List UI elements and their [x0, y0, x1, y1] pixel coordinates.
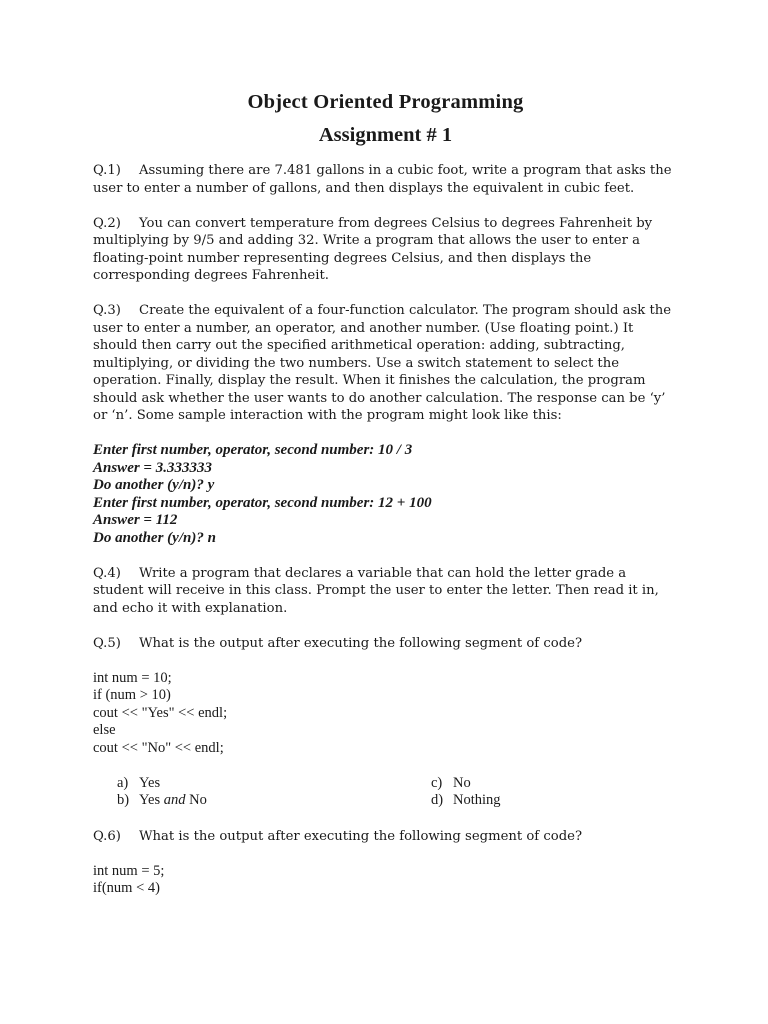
code-block-q5 — [93, 670, 678, 758]
sample-line: Do another (y/n)? y — [93, 477, 215, 493]
option-label: d) — [431, 792, 444, 808]
option-text-emphasis: and — [163, 792, 186, 808]
question-text: What is the output after executing the following segment of code? — [139, 635, 583, 651]
question-number: Q.1) — [93, 163, 121, 178]
code-line: if(num < 4) — [93, 880, 160, 896]
code-line: else — [93, 722, 116, 738]
option-text: Nothing — [453, 792, 501, 808]
question-number: Q.2) — [93, 215, 121, 231]
question-text: What is the output after executing the following segment of code? — [139, 828, 583, 844]
question-number: Q.6) — [93, 828, 121, 844]
option-b — [117, 792, 207, 810]
code-line: int num = 10; — [93, 669, 172, 686]
code-line: if (num > 10) — [93, 687, 171, 703]
answer-options-q5 — [93, 775, 678, 810]
question-text: Assuming there are 7.481 gallons in a cubic foot, write a program that asks the user to enter a number of gallons, and then displays the equivalent in cubic feet. — [93, 163, 672, 196]
question-number: Q.5) — [93, 635, 121, 651]
question-number: Q.4) — [93, 565, 121, 581]
question-4 — [93, 565, 678, 618]
sample-line: Answer = 3.333333 — [93, 459, 212, 476]
document-subtitle: Assignment # 1 — [318, 124, 453, 146]
option-c — [431, 775, 471, 793]
sample-line: Answer = 112 — [93, 512, 178, 528]
question-2 — [93, 215, 678, 285]
code-line: cout << "Yes" << endl; — [93, 704, 228, 721]
question-3 — [93, 302, 678, 425]
option-text: Yes — [139, 792, 164, 808]
code-block-q6 — [93, 863, 678, 898]
sample-line: Do another (y/n)? n — [93, 529, 216, 546]
sample-line: Enter first number, operator, second number: 12 + 100 — [93, 494, 432, 511]
option-text: No — [185, 792, 207, 808]
option-label: c) — [431, 774, 443, 791]
sample-interaction — [93, 442, 678, 547]
code-line: int num = 5; — [93, 862, 165, 879]
option-label: a) — [117, 774, 129, 791]
code-line: cout << "No" << endl; — [93, 739, 224, 756]
question-text: You can convert temperature from degrees Celsius to degrees Fahrenheit by multiplying by 9/5 and adding 32. Write a program that allows the user to enter a floating-point number representing degrees Celsius, and then displays the corresponding degrees Fahrenheit. — [93, 215, 653, 283]
option-label: b) — [117, 792, 130, 808]
question-text: Write a program that declares a variable that can hold the letter grade a student will receive in this class. Prompt the user to enter the letter. Then read it in, and echo it with explanation. — [93, 565, 659, 616]
document-title: Object Oriented Programming — [247, 91, 524, 113]
question-text: Create the equivalent of a four-function calculator. The program should ask the user to enter a number, an operator, and another number. (Use floating point.) It should then carry out the specified arithmetical operation: adding, subtracting, multiplying, or dividing the two numbers. Use a switch statement to select the operation. Finally, display the result. When it finishes the calculation, the program should ask whether the user wants to do another calculation. The response can be ‘y’ or ‘n’. Some sample interaction with the program might look like this: — [93, 303, 672, 423]
question-number: Q.3) — [93, 303, 121, 318]
question-6 — [93, 828, 678, 846]
option-d — [431, 792, 501, 810]
option-text: Yes — [139, 774, 161, 791]
option-a — [117, 775, 160, 793]
option-text: No — [453, 774, 471, 791]
sample-line: Enter first number, operator, second number: 10 / 3 — [93, 442, 413, 458]
question-1 — [93, 162, 678, 197]
question-5 — [93, 635, 678, 653]
